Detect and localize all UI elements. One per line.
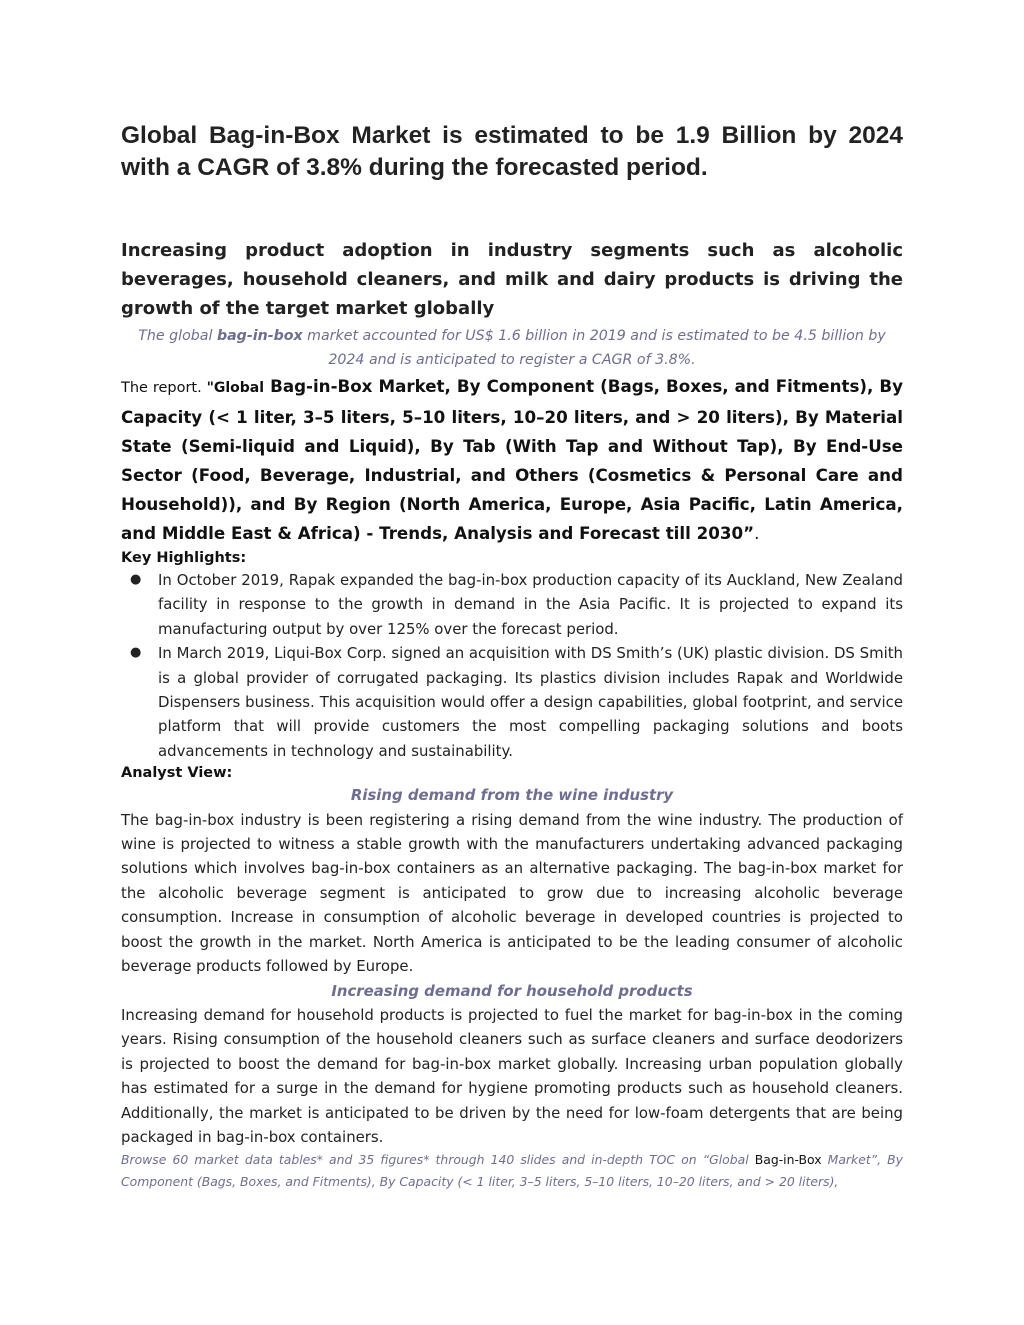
report-prefix: The report.: [121, 380, 207, 396]
section-heading-wine: Rising demand from the wine industry: [350, 786, 674, 805]
lead-keyword: bag-in-box: [216, 328, 303, 344]
section-heading-household: Increasing demand for household products: [331, 981, 693, 1000]
lead-paragraph: [121, 324, 903, 372]
highlight-text: In October 2019, Rapak expanded the bag-in-box production capacity of its Auckland, New Zealand facility in response to the growth in demand in the Asia Pacific. It is projected to expand its manufacturing output by over 125% over the forecast period.: [158, 571, 903, 638]
section-text-wine: The bag-in-box industry is been registering a rising demand from the wine industry. The production of wine is projected to witness a stable growth with the manufacturers undertaking advanced packaging solutions which involves bag-in-box containers as an alternative packaging. The bag-in-box market for the alcoholic beverage segment is anticipated to grow due to increasing alcoholic beverage consumption. Increase in consumption of alcoholic beverage in developed countries is projected to boost the growth in the market. North America is anticipated to be the leading consumer of alcoholic beverage products followed by Europe.: [121, 810, 903, 976]
browse-paragraph: [121, 1149, 903, 1193]
report-suffix: .: [754, 523, 760, 543]
list-item: [121, 641, 903, 763]
report-quote-open: "Global: [206, 380, 265, 396]
page-subtitle: Increasing product adoption in industry segments such as alcoholic beverages, household cleaners, and milk and dairy products is driving the growth of the target market globally: [121, 240, 903, 319]
bullet-icon: ●: [130, 572, 142, 587]
browse-text-before: Browse 60 market data tables* and 35 figures* through 140 slides and in-depth TOC on “Global: [121, 1152, 755, 1168]
list-item: [121, 568, 903, 641]
section-text-household: Increasing demand for household products is projected to fuel the market for bag-in-box in the coming years. Rising consumption of the household cleaners such as surface cleaners and surface deodorizers is projected to boost the demand for bag-in-box market globally. Increasing urban population globally has estimated for a surge in the demand for hygiene promoting products such as household cleaners. Additionally, the market is anticipated to be driven by the need for low-foam detergents that are being packaged in bag-in-box containers.: [121, 1005, 903, 1146]
report-title-paragraph: [121, 372, 903, 548]
browse-text-after: Market”, By Component (Bags, Boxes, and Fitments), By Capacity (< 1 liter, 3–5 liters, 5–10 liters, 10–20 liters, and > 20 liters),: [121, 1152, 903, 1190]
report-title: Bag-in-Box Market, By Component (Bags, Boxes, and Fitments), By Capacity (< 1 liter, 3–5 liters, 5–10 liters, 10–20 liters, and > 20 liters), By Material State (Semi-liquid and Liquid), By Tab (With Tap and Without Tap), By End-Use Sector (Food, Beverage, Industrial, and Others (Cosmetics & Personal Care and Household)), and By Region (North America, Europe, Asia Pacific, Latin America, and Middle East & Africa) - Trends, Analysis and Forecast till 2030”: [121, 376, 903, 543]
highlight-text: In March 2019, Liqui-Box Corp. signed an acquisition with DS Smith’s (UK) plastic division. DS Smith is a global provider of corrugated packaging. Its plastics division includes Rapak and Worldwide Dispensers business. This acquisition would offer a design capabilities, global footprint, and service platform that will provide customers the most compelling packaging solutions and boots advancements in technology and sustainability.: [158, 644, 903, 760]
browse-keyword: Bag-in-Box: [754, 1152, 822, 1168]
analyst-view-label: Analyst View:: [121, 765, 233, 782]
lead-text-before: The global: [138, 328, 217, 344]
page-title: Global Bag-in-Box Market is estimated to be 1.9 Billion by 2024 with a CAGR of 3.8% during the forecasted period.: [121, 122, 903, 181]
key-highlights-label: Key Highlights:: [121, 550, 247, 566]
document-page: [121, 120, 903, 1193]
key-highlights-list: [121, 568, 903, 763]
lead-text-after: market accounted for US$ 1.6 billion in 2019 and is estimated to be 4.5 billion by 2024 and is anticipated to register a CAGR of 3.8%.: [302, 328, 886, 368]
bullet-icon: ●: [130, 645, 142, 661]
